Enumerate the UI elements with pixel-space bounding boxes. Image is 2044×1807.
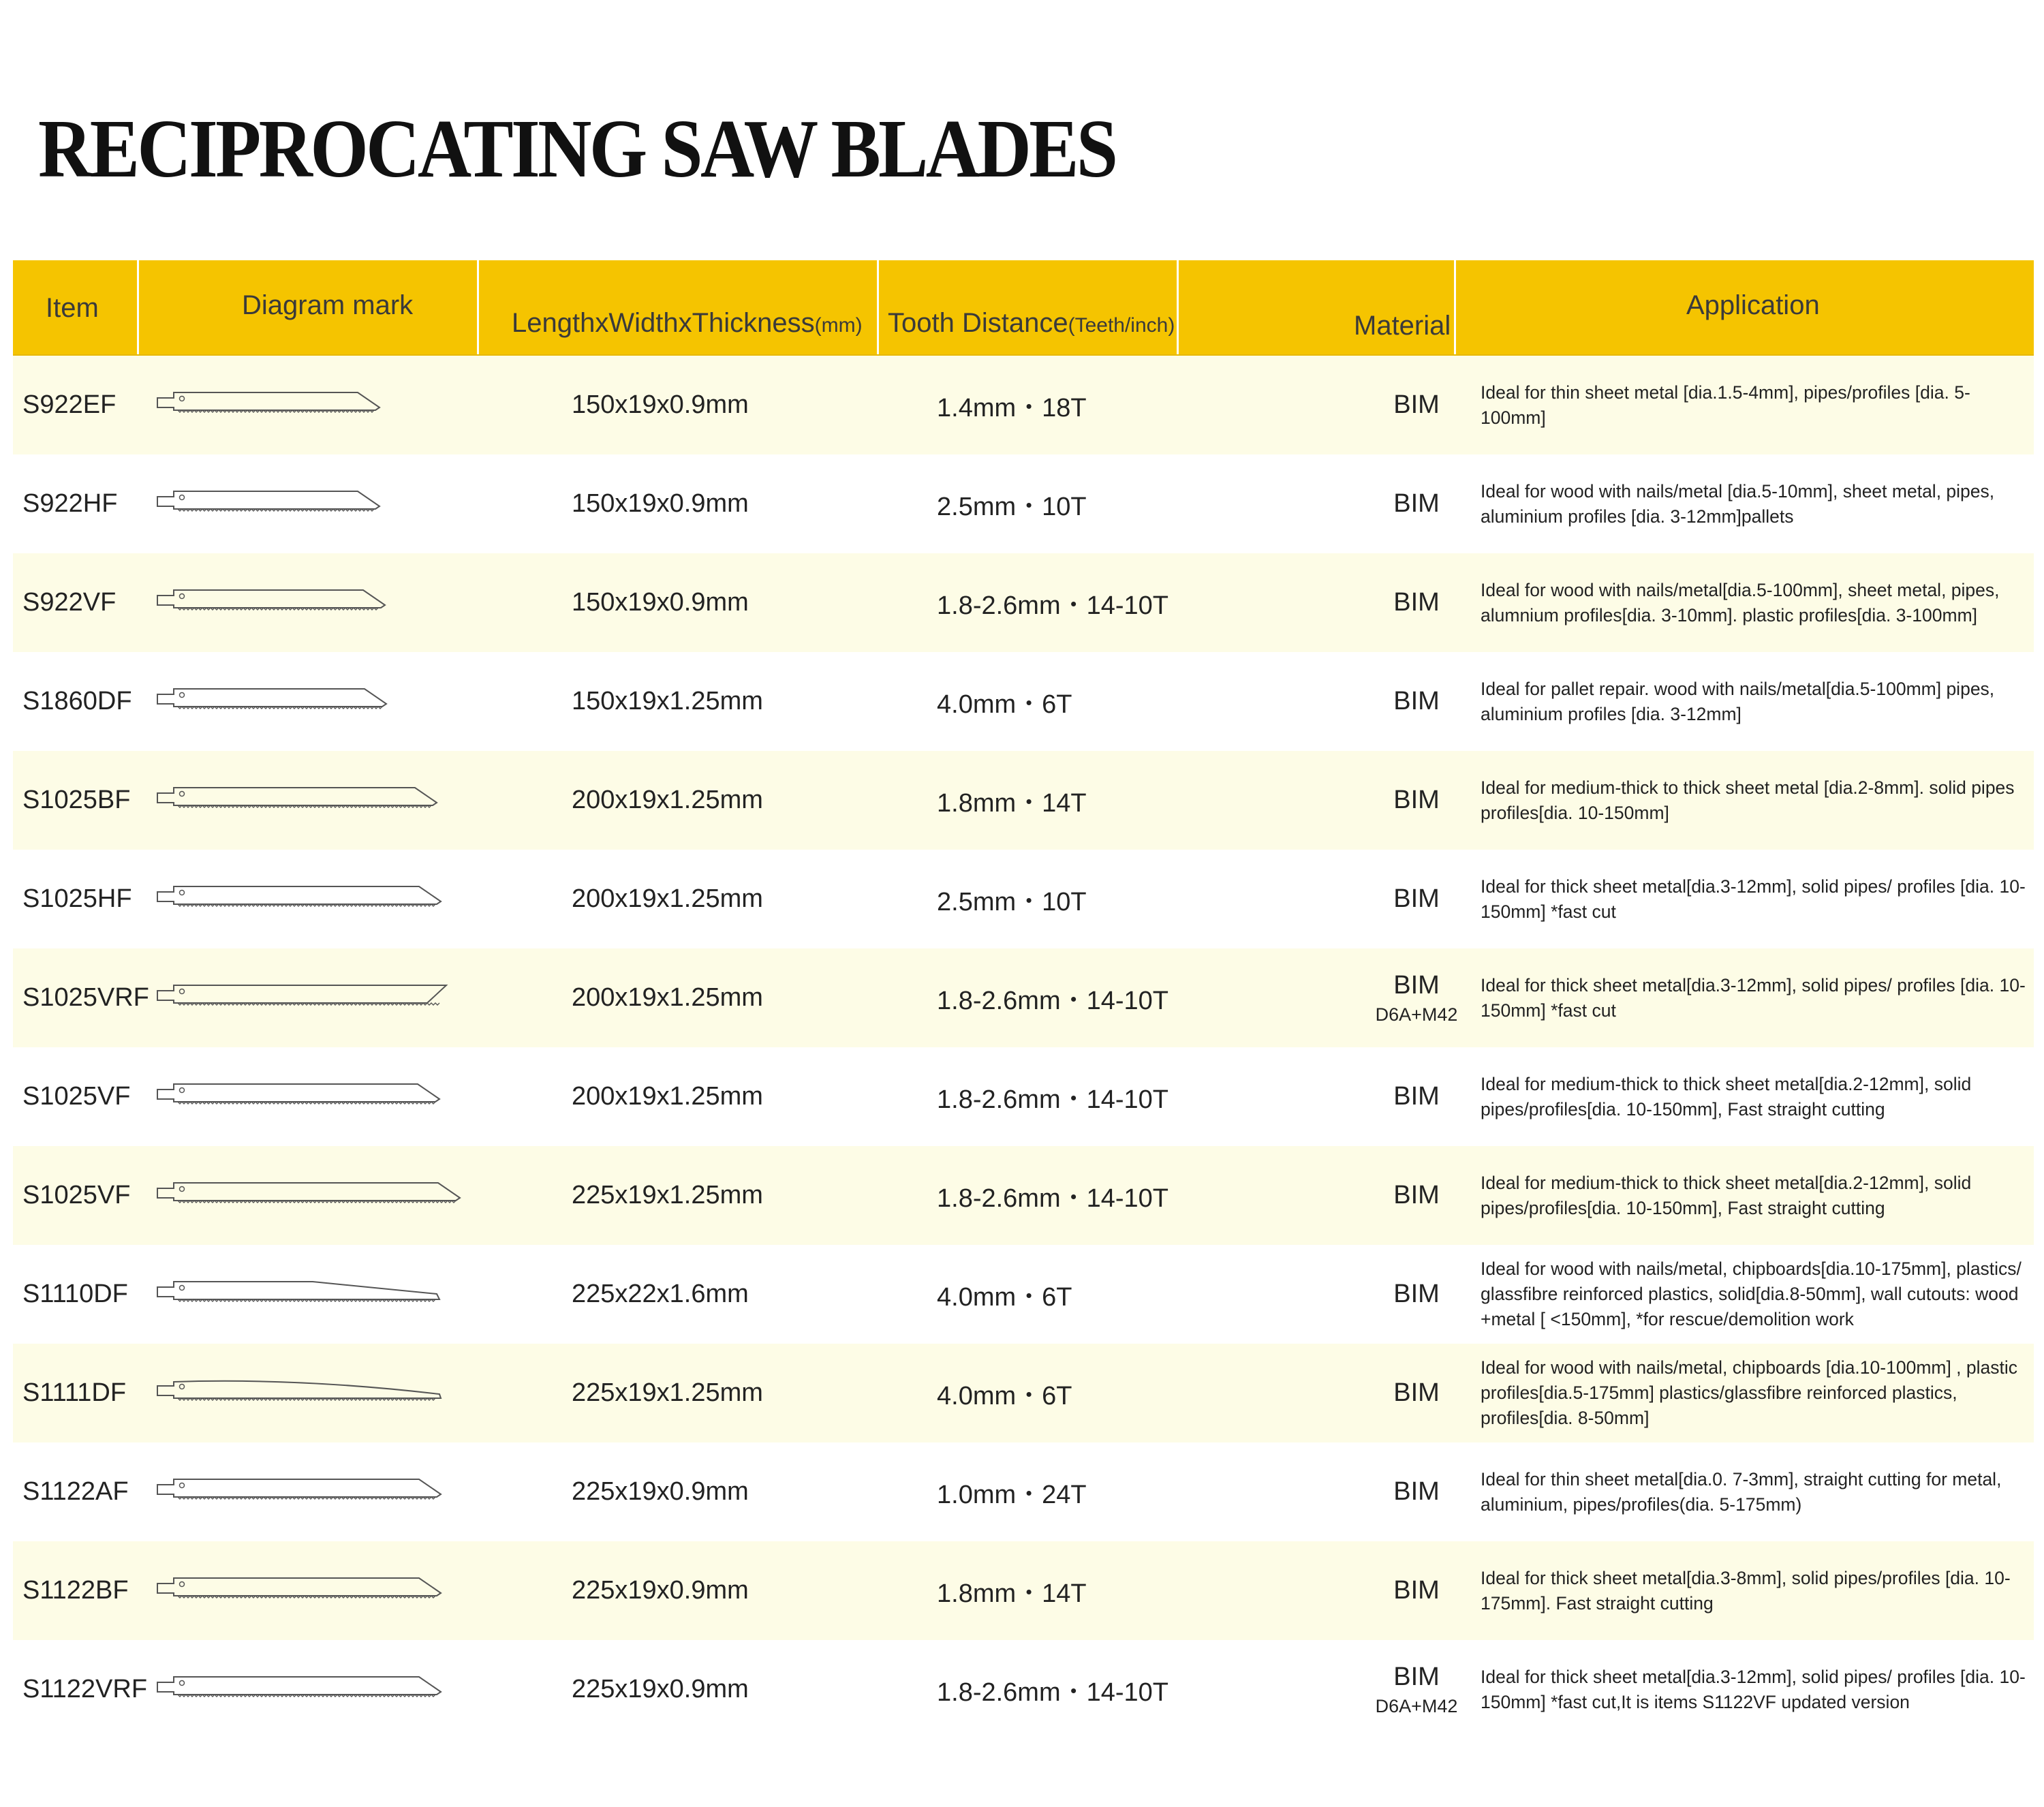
blade-dimensions: 150x19x1.25mm: [572, 687, 763, 715]
material-sub: D6A+M42: [1375, 1695, 1458, 1716]
tooth-distance: 1.8mm・14T: [937, 1579, 1087, 1608]
material: [1328, 1146, 1505, 1245]
tooth-distance: 1.8-2.6mm・14-10T: [937, 1184, 1169, 1213]
material: [1328, 454, 1505, 553]
blade-dimensions: 200x19x1.25mm: [572, 786, 763, 814]
material-main: BIM: [1393, 1662, 1440, 1691]
material: [1328, 1344, 1505, 1442]
header-material: Material: [1354, 311, 1451, 341]
material: [1328, 751, 1505, 850]
blade-diagram-icon: [156, 1475, 483, 1511]
material-main: BIM: [1393, 390, 1440, 419]
material-main: BIM: [1393, 687, 1440, 715]
application: [1481, 652, 2032, 751]
table-row: [13, 751, 2034, 850]
blade-dimensions: 200x19x1.25mm: [572, 1082, 763, 1111]
blade-diagram-icon: [156, 586, 483, 621]
blade-diagram-icon: [156, 1376, 483, 1412]
item-code: S1025VRF: [22, 983, 149, 1012]
blade-diagram-icon: [156, 1673, 483, 1708]
blade-diagram-icon: [156, 1080, 483, 1115]
material-main: BIM: [1393, 588, 1440, 617]
application-text: Ideal for thin sheet metal [dia.1.5-4mm], pipes/profiles [dia. 5-100mm]: [1481, 382, 1970, 428]
item-code: S1122BF: [22, 1576, 129, 1605]
table-row: [13, 454, 2034, 553]
material: [1328, 1640, 1505, 1739]
material-main: BIM: [1393, 1082, 1440, 1111]
item-code: S1025VF: [22, 1181, 131, 1209]
tooth-distance: 2.5mm・10T: [937, 888, 1087, 916]
blade-diagram-icon: [156, 1574, 483, 1609]
application: [1481, 751, 2032, 850]
blade-dimensions: 225x19x1.25mm: [572, 1378, 763, 1407]
material: [1328, 1245, 1505, 1344]
material-main: BIM: [1393, 1378, 1440, 1407]
item-code: S1860DF: [22, 687, 132, 715]
application: [1481, 1640, 2032, 1739]
page-title: RECIPROCATING SAW BLADES: [38, 103, 1116, 195]
blade-diagram-icon: [156, 784, 483, 819]
blade-diagram-icon: [156, 1278, 483, 1313]
table-row: [13, 1541, 2034, 1640]
application-text: Ideal for pallet repair. wood with nails/metal[dia.5-100mm] pipes, aluminium profiles [dia. 3-12mm]: [1481, 678, 1995, 724]
table-row: [13, 1047, 2034, 1146]
material: [1328, 850, 1505, 948]
tooth-distance: 1.8-2.6mm・14-10T: [937, 1678, 1169, 1707]
header-tooth-distance: Tooth Distance(Teeth/inch): [888, 308, 1175, 338]
blade-dimensions: 225x19x1.25mm: [572, 1181, 763, 1209]
tooth-distance: 1.4mm・18T: [937, 394, 1087, 422]
application: [1481, 454, 2032, 553]
item-code: S1122VRF: [22, 1675, 148, 1703]
blade-dimensions: 150x19x0.9mm: [572, 390, 749, 419]
material-main: BIM: [1393, 1477, 1440, 1506]
material-main: BIM: [1393, 1576, 1440, 1605]
table-row: [13, 948, 2034, 1047]
header-application: Application: [1686, 290, 1820, 320]
header-item: Item: [46, 293, 99, 323]
tooth-distance: 1.8-2.6mm・14-10T: [937, 1085, 1169, 1114]
application: [1481, 948, 2032, 1047]
material-main: BIM: [1393, 489, 1440, 518]
blade-dimensions: 225x22x1.6mm: [572, 1280, 749, 1308]
material: [1328, 948, 1505, 1047]
material: [1328, 553, 1505, 652]
material: [1328, 1541, 1505, 1640]
application-text: Ideal for thick sheet metal[dia.3-8mm], solid pipes/profiles [dia. 10-175mm]. Fast straight cutting: [1481, 1567, 2011, 1613]
application-text: Ideal for thin sheet metal[dia.0. 7-3mm], straight cutting for metal, aluminium, pipes/profiles(dia. 5-175mm): [1481, 1468, 2002, 1515]
application-text: Ideal for thick sheet metal[dia.3-12mm], solid pipes/ profiles [dia. 10-150mm] *fast cut: [1481, 876, 2026, 922]
application-text: Ideal for wood with nails/metal [dia.5-10mm], sheet metal, pipes, aluminium profiles [dia. 3-12mm]pallets: [1481, 480, 1995, 527]
table-row: [13, 1640, 2034, 1739]
material-main: BIM: [1393, 786, 1440, 814]
blade-diagram-icon: [156, 882, 483, 918]
application-text: Ideal for wood with nails/metal, chipboards [dia.10-100mm] , plastic profiles[dia.5-175mm] plastics/glassfibre reinforced plastics, profiles[dia. 8-50mm]: [1481, 1357, 2018, 1428]
tooth-distance: 4.0mm・6T: [937, 1283, 1072, 1312]
item-code: S922EF: [22, 390, 117, 419]
application: [1481, 1541, 2032, 1640]
blade-dimensions: 225x19x0.9mm: [572, 1675, 749, 1703]
application: [1481, 1146, 2032, 1245]
item-code: S1025HF: [22, 884, 132, 913]
blade-diagram-icon: [156, 388, 483, 424]
table-body: [13, 356, 2034, 1739]
application: [1481, 1344, 2032, 1442]
tooth-distance: 1.8mm・14T: [937, 789, 1087, 818]
item-code: S1025BF: [22, 786, 131, 814]
application-text: Ideal for medium-thick to thick sheet metal[dia.2-12mm], solid pipes/profiles[dia. 10-150mm], Fast straight cutting: [1481, 1073, 1972, 1119]
tooth-distance: 4.0mm・6T: [937, 1382, 1072, 1410]
header-size: LengthxWidthxThickness(mm): [512, 308, 863, 338]
blade-diagram-icon: [156, 487, 483, 523]
table-row: [13, 652, 2034, 751]
blade-dimensions: 200x19x1.25mm: [572, 983, 763, 1012]
material-main: BIM: [1393, 884, 1440, 913]
item-code: S1110DF: [22, 1280, 128, 1308]
tooth-distance: 1.0mm・24T: [937, 1481, 1087, 1509]
table-row: [13, 1245, 2034, 1344]
application-text: Ideal for wood with nails/metal[dia.5-100mm], sheet metal, pipes, alumnium profiles[dia. 3-10mm]. plastic profiles[dia. 3-100mm]: [1481, 579, 2000, 626]
material: [1328, 652, 1505, 751]
tooth-distance: 1.8-2.6mm・14-10T: [937, 987, 1169, 1015]
tooth-distance: 2.5mm・10T: [937, 493, 1087, 521]
application: [1481, 356, 2032, 454]
blade-dimensions: 225x19x0.9mm: [572, 1477, 749, 1506]
blade-diagram-icon: [156, 1179, 483, 1214]
item-code: S1111DF: [22, 1378, 127, 1407]
material-sub: D6A+M42: [1375, 1004, 1458, 1025]
application-text: Ideal for medium-thick to thick sheet metal [dia.2-8mm]. solid pipes profiles[dia. 10-150mm]: [1481, 777, 2015, 823]
application: [1481, 1245, 2032, 1344]
material: [1328, 1442, 1505, 1541]
item-code: S922VF: [22, 588, 117, 617]
item-code: S1122AF: [22, 1477, 129, 1506]
application: [1481, 1047, 2032, 1146]
blade-dimensions: 225x19x0.9mm: [572, 1576, 749, 1605]
table-row: [13, 1146, 2034, 1245]
application-text: Ideal for thick sheet metal[dia.3-12mm], solid pipes/ profiles [dia. 10-150mm] *fast cut,It is items S1122VF updated version: [1481, 1666, 2026, 1712]
tooth-distance: 4.0mm・6T: [937, 690, 1072, 719]
table-row: [13, 356, 2034, 454]
table-header: [13, 260, 2034, 356]
table-row: [13, 553, 2034, 652]
header-diagram: Diagram mark: [242, 290, 414, 320]
blade-dimensions: 150x19x0.9mm: [572, 489, 749, 518]
blade-diagram-icon: [156, 981, 483, 1017]
application: [1481, 1442, 2032, 1541]
material: [1328, 1047, 1505, 1146]
application-text: Ideal for thick sheet metal[dia.3-12mm], solid pipes/ profiles [dia. 10-150mm] *fast cut: [1481, 974, 2026, 1021]
application: [1481, 850, 2032, 948]
blade-dimensions: 200x19x1.25mm: [572, 884, 763, 913]
blade-diagram-icon: [156, 685, 483, 720]
material-main: BIM: [1393, 1181, 1440, 1209]
material-main: BIM: [1393, 970, 1440, 1000]
tooth-distance: 1.8-2.6mm・14-10T: [937, 591, 1169, 620]
spec-table: [13, 260, 2034, 1739]
table-row: [13, 850, 2034, 948]
item-code: S922HF: [22, 489, 118, 518]
table-row: [13, 1344, 2034, 1442]
material-main: BIM: [1393, 1280, 1440, 1308]
material: [1328, 356, 1505, 454]
application-text: Ideal for wood with nails/metal, chipboards[dia.10-175mm], plastics/ glassfibre reinforced plastics, solid[dia.8-50mm], wall cutouts: wood +metal [ <150mm], *for rescue/demolition work: [1481, 1258, 2022, 1329]
item-code: S1025VF: [22, 1082, 131, 1111]
application: [1481, 553, 2032, 652]
blade-dimensions: 150x19x0.9mm: [572, 588, 749, 617]
application-text: Ideal for medium-thick to thick sheet metal[dia.2-12mm], solid pipes/profiles[dia. 10-150mm], Fast straight cutting: [1481, 1172, 1972, 1218]
table-row: [13, 1442, 2034, 1541]
